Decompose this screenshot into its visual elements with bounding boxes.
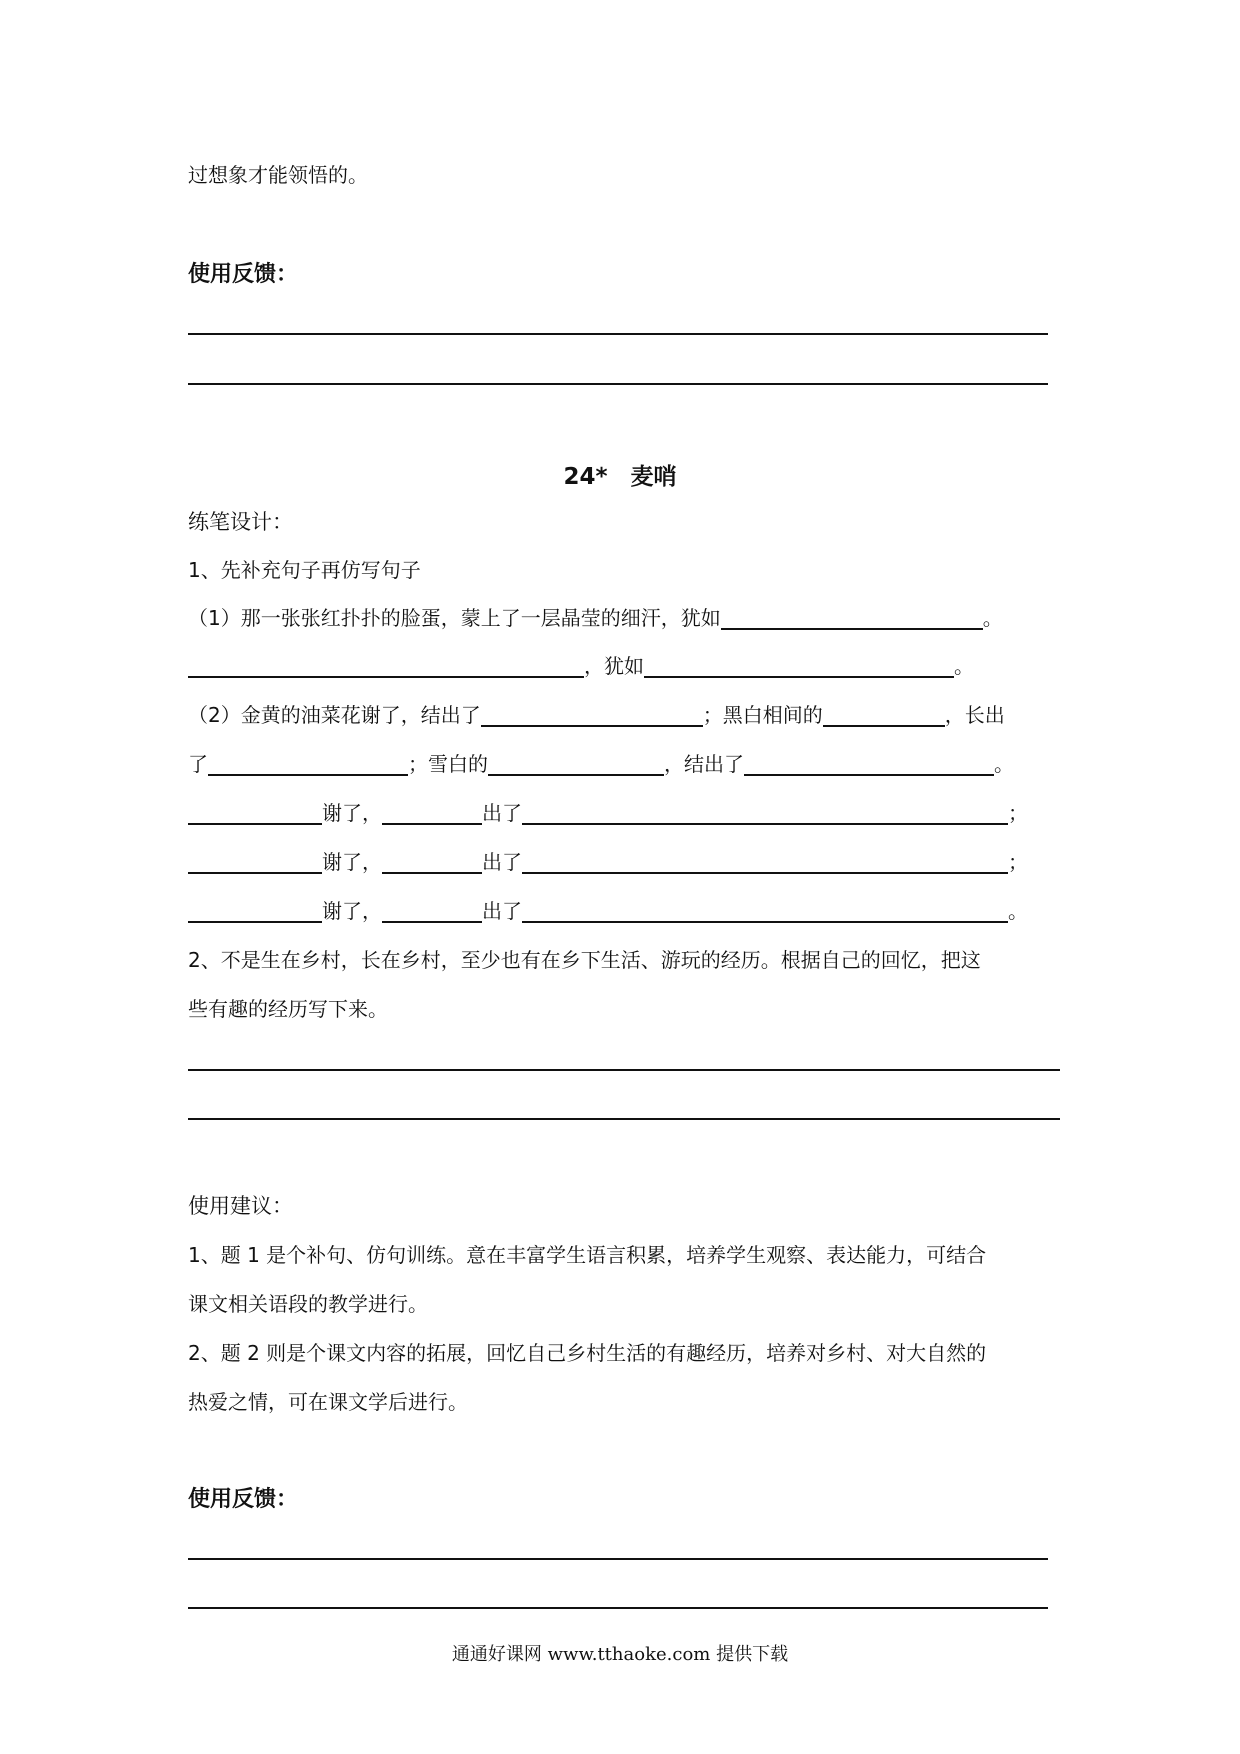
answer-line[interactable] xyxy=(188,1069,1060,1071)
feedback-heading: 使用反馈： xyxy=(188,1487,299,1512)
fill-blank[interactable] xyxy=(721,606,983,630)
continuation-text: 过想象才能领悟的。 xyxy=(188,163,368,187)
imitation-row xyxy=(188,850,1028,874)
semicolon: ； xyxy=(1008,850,1028,874)
practice-heading: 练笔设计： xyxy=(188,510,293,534)
sentence-text: ，长出 xyxy=(944,703,1005,727)
imitation-row xyxy=(188,899,1028,923)
sentence-text: 出了 xyxy=(482,801,522,825)
section-title: 24* 麦哨 xyxy=(563,464,677,490)
fill-blank[interactable] xyxy=(481,703,703,727)
advice-2-line-1: 2、题 2 则是个课文内容的拓展，回忆自己乡村生活的有趣经历，培养对乡村、对大自然的 xyxy=(188,1341,987,1365)
sentence-text: 出了 xyxy=(482,899,522,923)
sentence-text: ，结出了 xyxy=(664,752,744,776)
fill-blank[interactable] xyxy=(823,703,945,727)
sentence-text: 谢了， xyxy=(322,801,382,825)
question-2-line-1: 2、不是生在乡村，长在乡村，至少也有在乡下生活、游玩的经历。根据自己的回忆，把这 xyxy=(188,948,981,972)
fill-blank[interactable] xyxy=(382,801,482,825)
feedback-line xyxy=(188,333,1048,335)
fill-blank[interactable] xyxy=(522,801,1008,825)
imitation-row xyxy=(188,801,1028,825)
fill-blank[interactable] xyxy=(744,752,994,776)
sentence-text: ；雪白的 xyxy=(408,752,488,776)
fill-blank[interactable] xyxy=(522,850,1008,874)
advice-1-line-1: 1、题 1 是个补句、仿句训练。意在丰富学生语言积累，培养学生观察、表达能力，可结合 xyxy=(188,1243,987,1267)
fill-blank[interactable] xyxy=(644,654,954,678)
fill-blank[interactable] xyxy=(188,654,584,678)
q1-imitation-line xyxy=(188,654,974,678)
q1-sentence-2 xyxy=(188,703,1005,727)
period: 。 xyxy=(954,654,974,678)
question-2-line-2: 些有趣的经历写下来。 xyxy=(188,997,388,1021)
feedback-line xyxy=(188,1607,1048,1609)
sentence-text: 谢了， xyxy=(322,899,382,923)
sentence-text: （2）金黄的油菜花谢了，结出了 xyxy=(188,703,481,727)
question-1-title: 1、先补充句子再仿写句子 xyxy=(188,558,421,582)
period: 。 xyxy=(982,606,1003,630)
sentence-text: ；黑白相间的 xyxy=(702,703,823,727)
fill-blank[interactable] xyxy=(382,899,482,923)
sentence-text: 出了 xyxy=(482,850,522,874)
fill-blank[interactable] xyxy=(522,899,1008,923)
advice-2-line-2: 热爱之情，可在课文学后进行。 xyxy=(188,1390,468,1414)
sentence-text: （1）那一张张红扑扑的脸蛋，蒙上了一层晶莹的细汗，犹如 xyxy=(188,606,721,630)
feedback-line xyxy=(188,383,1048,385)
fill-blank[interactable] xyxy=(382,850,482,874)
advice-heading: 使用建议： xyxy=(188,1194,293,1218)
sentence-text: 谢了， xyxy=(322,850,382,874)
semicolon: ； xyxy=(1008,801,1028,825)
period: 。 xyxy=(1008,899,1028,923)
answer-line[interactable] xyxy=(188,1118,1060,1120)
fill-blank[interactable] xyxy=(488,752,664,776)
fill-blank[interactable] xyxy=(188,899,322,923)
feedback-heading: 使用反馈： xyxy=(188,262,299,287)
footer-text: 通通好课网 www.tthaoke.com 提供下载 xyxy=(451,1644,789,1665)
fill-blank[interactable] xyxy=(188,850,322,874)
feedback-line xyxy=(188,1558,1048,1560)
fill-blank[interactable] xyxy=(208,752,408,776)
sentence-text: 了 xyxy=(188,752,208,776)
fill-blank[interactable] xyxy=(188,801,322,825)
sentence-text: ，犹如 xyxy=(584,654,644,678)
q1-sentence-2-cont xyxy=(188,752,1014,776)
q1-sentence-1 xyxy=(188,606,1003,630)
period: 。 xyxy=(994,752,1014,776)
advice-1-line-2: 课文相关语段的教学进行。 xyxy=(188,1292,428,1316)
